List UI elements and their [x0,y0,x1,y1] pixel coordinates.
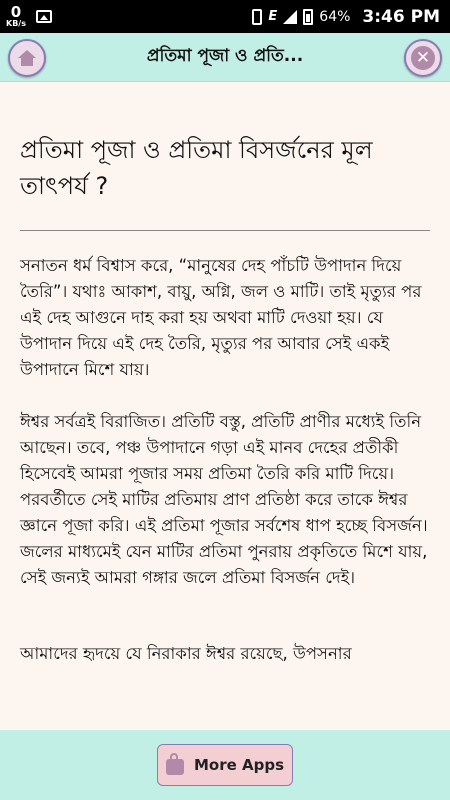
network-speed [6,5,26,28]
more-apps-label: More Apps [193,756,285,774]
network-speed-value: 0 [10,3,22,21]
toolbar-title: প্রতিমা পূজা ও প্রতি... [146,46,304,66]
status-bar [0,0,450,33]
article-paragraph: সনাতন ধর্ম বিশ্বাস করে, “মানুষের দেহ পাঁচটি উপাদান দিয়ে তৈরি”। যথাঃ আকাশ, বায়ু, অগ্নি, জল ও মাটি। তাই মৃত্যুর পর এই দেহ আগুনে দাহ করা হয় অথবা মাটি দেওয়া হয়। যে উপাদান দিয়ে এই দেহ তৈরি, মৃত্যুর পর আবার সেই একই উপাদানে মিশে যায়। [20,256,422,379]
article-paragraph: ঈশ্বর সর্বত্রই বিরাজিত। প্রতিটি বস্তু, প্রতিটি প্রাণীর মধ্যেই তিনি আছেন। তবে, পঞ্চ উপাদানে গড়া এই মানব দেহের প্রতীকী হিসেবেই আমরা পূজার সময় প্রতিমা তৈরি করি মাটি দিয়ে। পরবর্তীতে সেই মাটির প্রতিমায় প্রাণ প্রতিষ্ঠা করে তাকে ঈশ্বর জ্ঞানে পূজা করি। এই প্রতিমা পূজার সর্বশেষ ধাপ হচ্ছে বিসর্জন। জলের মাধ্যমেই যেন মাটির প্রতিমা পুনরায় প্রকৃতিতে মিশে যায়, সেই জন্যই আমরা গঙ্গার জলে প্রতিমা বিসর্জন দেই। [20,412,428,587]
article-paragraph: আমাদের হৃদয়ে যে নিরাকার ঈশ্বর রয়েছে, উপসনার [20,644,352,663]
close-button[interactable] [404,39,442,77]
clock: 3:46 PM [362,6,440,27]
article-content[interactable] [0,82,450,730]
toolbar [0,33,450,82]
battery-percent: 64% [319,8,351,25]
signal-icon [283,10,297,24]
more-apps-button[interactable] [157,744,293,786]
home-button[interactable] [8,39,46,77]
vibrate-icon [252,9,262,25]
home-icon [18,50,36,66]
close-icon: ✕ [411,46,435,70]
title-divider [20,230,430,231]
network-speed-unit: KB/s [6,19,26,28]
battery-icon [303,9,313,25]
bottom-bar [0,730,450,800]
network-type: E [268,9,278,24]
image-notification-icon [36,10,52,23]
article-title: প্রতিমা পূজা ও প্রতিমা বিসর্জনের মূল তাৎপর্য ? [20,136,373,200]
shopping-bag-icon [166,759,184,775]
